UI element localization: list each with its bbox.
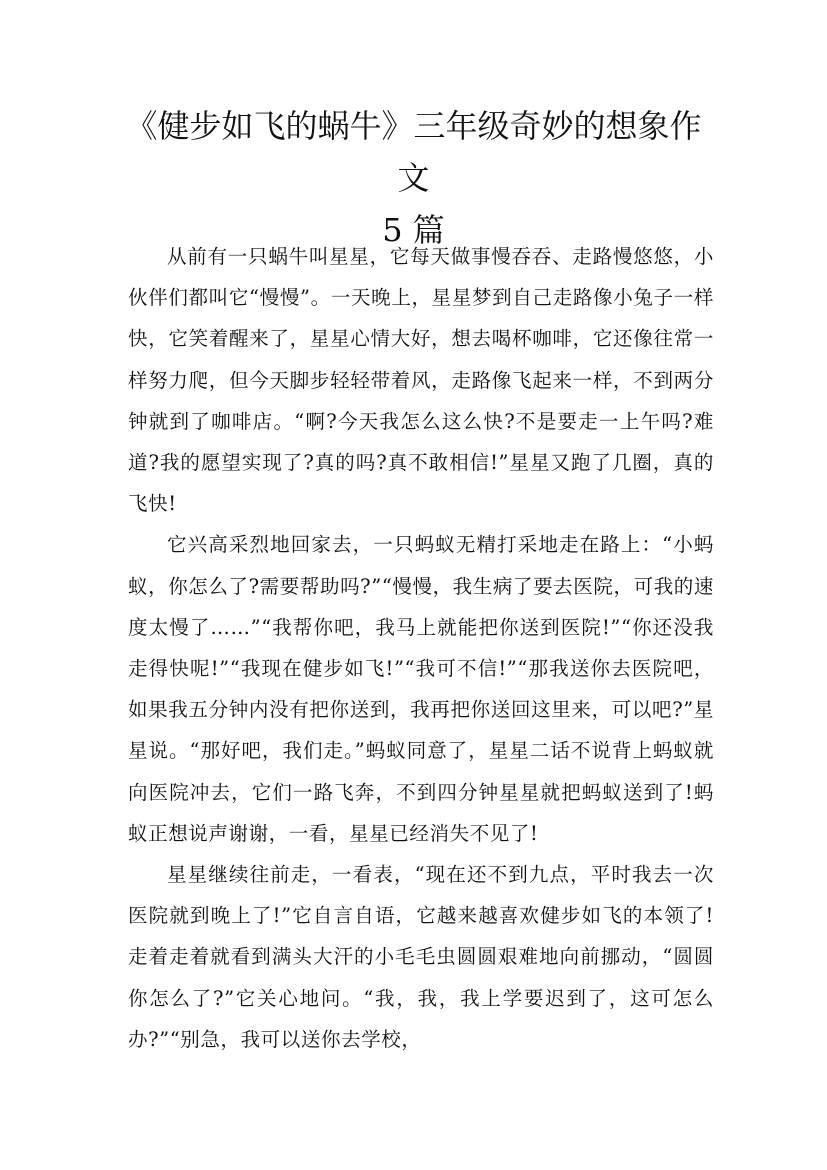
paragraph-3: 星星继续往前走，一看表，“现在还不到九点，平时我去一次医院就到晚上了!”它自言自语，它越来越喜欢健步如飞的本领了!走着走着就看到满头大汗的小毛毛虫圆圆艰难地向前挪动，“圆圆你怎么了?”它关心地问。“我，我，我上学要迟到了，这可怎么办?”“别急，我可以送你去学校， [128,863,714,1051]
paragraph-1: 从前有一只蜗牛叫星星，它每天做事慢吞吞、走路慢悠悠，小伙伴们都叫它“慢慢”。一天晚上，星星梦到自己走路像小兔子一样快，它笑着醒来了，星星心情大好，想去喝杯咖啡，它还像往常一样努力爬，但今天脚步轻轻带着风，走路像飞起来一样，不到两分钟就到了咖啡店。“啊?今天我怎么这么快?不是要走一上午吗?难道?我的愿望实现了?真的吗?真不敢相信!”星星又跑了几圈，真的飞快! [128,245,714,516]
document-body [128,236,714,1060]
paragraph-2: 它兴高采烈地回家去，一只蚂蚁无精打采地走在路上：“小蚂蚁，你怎么了?需要帮助吗?”“慢慢，我生病了要去医院，可我的速度太慢了……”“我帮你吧，我马上就能把你送到医院!”“你还没我走得快呢!”“我现在健步如飞!”“我可不信!”“那我送你去医院吧，如果我五分钟内没有把你送到，我再把你送回这里来，可以吧?”星星说。“那好吧，我们走。”蚂蚁同意了，星星二话不说背上蚂蚁就向医院冲去，它们一路飞奔，不到四分钟星星就把蚂蚁送到了!蚂蚁正想说声谢谢，一看，星星已经消失不见了! [128,533,714,845]
document-title [110,100,717,256]
title-line-2: 5 篇 [382,211,445,249]
title-line-1: 《健步如飞的蜗牛》三年级奇妙的想象作文 [125,107,702,197]
